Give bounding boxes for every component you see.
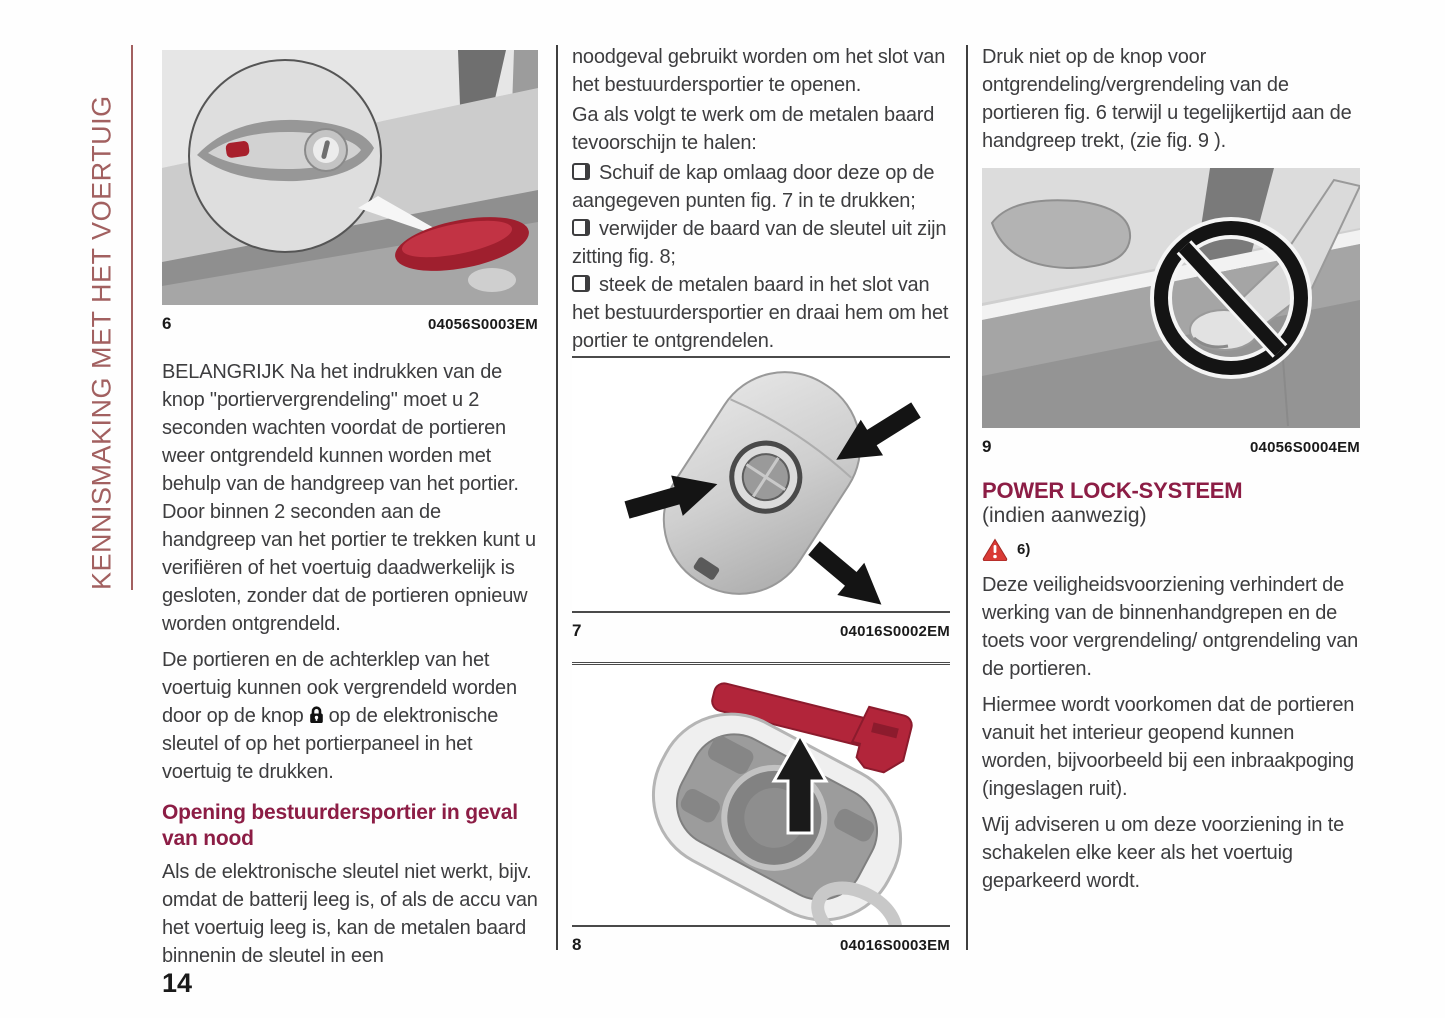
lock-icon <box>308 705 325 724</box>
electronic-key-fob-illustration <box>572 358 950 611</box>
column-2 <box>572 40 950 975</box>
column-separator <box>966 45 968 950</box>
figure-7 <box>572 356 950 641</box>
paragraph-lock-button: De portieren en de achterklep van het voertuig kunnen ook vergrendeld worden door op de knop op de elektronische sleutel of op het portierpaneel in het voertuig te drukken. <box>162 649 517 783</box>
step-list <box>572 159 950 355</box>
column-3 <box>982 40 1360 975</box>
paragraph-noodgeval: noodgeval gebruikt worden om het slot van het bestuurdersportier te openen. <box>572 46 946 96</box>
section-heading-power-lock: POWER LOCK-SYSTEEM <box>982 478 1243 503</box>
figure-number: 8 <box>572 935 582 954</box>
paragraph-veiligheidsvoorziening: Deze veiligheidsvoorziening verhindert de werking van de binnenhandgrepen en de toets voor vergrendeling/ ontgrendeling van de portieren. <box>982 574 1359 680</box>
door-handle-prohibition-illustration <box>982 168 1360 428</box>
square-bullet-icon <box>572 219 590 236</box>
figure-9 <box>982 168 1360 457</box>
square-bullet-icon <box>572 275 590 292</box>
column-3-text-bottom <box>982 478 1360 903</box>
list-item: Schuif de kap omlaag door deze op de aangegeven punten fig. 7 in te drukken; <box>572 162 935 212</box>
figure-code: 04016S0003EM <box>840 937 950 954</box>
square-bullet-icon <box>572 163 590 180</box>
section-subheading: (indien aanwezig) <box>982 504 1147 527</box>
paragraph-advies: Wij adviseren u om deze voorziening in te schakelen elke keer als het voertuig geparkeerd wordt. <box>982 814 1344 892</box>
paragraph-belangrijk: BELANGRIJK Na het indrukken van de knop "portiervergrendeling" moet u 2 seconden wachten voordat de portieren weer ontgrendeld kunnen worden met behulp van de handgreep van het portier. Door binnen 2 seconden aan de handgreep van het portier te trekken kunt u verifiëren of het voertuig daadwerkelijk is gesloten, zonder dat de portieren opnieuw worden ontgrendeld. <box>162 361 536 635</box>
warning-triangle-icon <box>982 538 1008 561</box>
figure-number: 9 <box>982 437 992 456</box>
warning-reference <box>982 538 1360 561</box>
column-2-text <box>572 43 950 355</box>
figure-8 <box>572 662 950 955</box>
paragraph-hiermee: Hiermee wordt voorkomen dat de portieren vanuit het interieur geopend kunnen worden, bijvoorbeeld bij een inbraakpoging (ingeslagen ruit). <box>982 694 1355 800</box>
figure-caption <box>572 611 950 641</box>
chapter-title-vertical: KENNISMAKING MET HET VOERTUIG <box>86 95 117 590</box>
paragraph-emergency: Als de elektronische sleutel niet werkt, bijv. omdat de batterij leeg is, of als de accu van het voertuig leeg is, kan de metalen baard binnenin de sleutel in een <box>162 861 538 967</box>
column-1-text <box>162 358 538 978</box>
section-heading-emergency-opening: Opening bestuurdersportier in geval van nood <box>162 801 518 850</box>
column-separator <box>556 45 558 950</box>
key-blade-removal-illustration <box>572 665 950 925</box>
sidebar-rule <box>131 45 133 590</box>
list-item: steek de metalen baard in het slot van het bestuurdersportier en draai hem om het portier te ontgrendelen. <box>572 274 949 352</box>
figure-6 <box>162 50 538 334</box>
figure-caption <box>572 925 950 955</box>
figure-number: 6 <box>162 314 172 333</box>
list-item: verwijder de baard van de sleutel uit zijn zitting fig. 8; <box>572 218 947 268</box>
page-number: 14 <box>162 968 193 998</box>
column-1 <box>162 40 538 975</box>
note-reference: 6) <box>1017 541 1031 558</box>
figure-code: 04056S0004EM <box>1250 439 1360 456</box>
column-3-text-top <box>982 43 1360 163</box>
figure-number: 7 <box>572 621 582 640</box>
figure-code: 04056S0003EM <box>428 316 538 333</box>
figure-caption <box>162 314 538 334</box>
paragraph-ga-als-volgt: Ga als volgt te werk om de metalen baard tevoorschijn te halen: <box>572 104 935 154</box>
door-handle-keyhole-illustration <box>162 50 538 305</box>
figure-code: 04016S0002EM <box>840 623 950 640</box>
paragraph-druk-niet: Druk niet op de knop voor ontgrendeling/vergrendeling van de portieren fig. 6 terwijl u tegelijkertijd aan de handgreep trekt, (zie fig. 9 ). <box>982 46 1352 152</box>
figure-caption <box>982 437 1360 457</box>
